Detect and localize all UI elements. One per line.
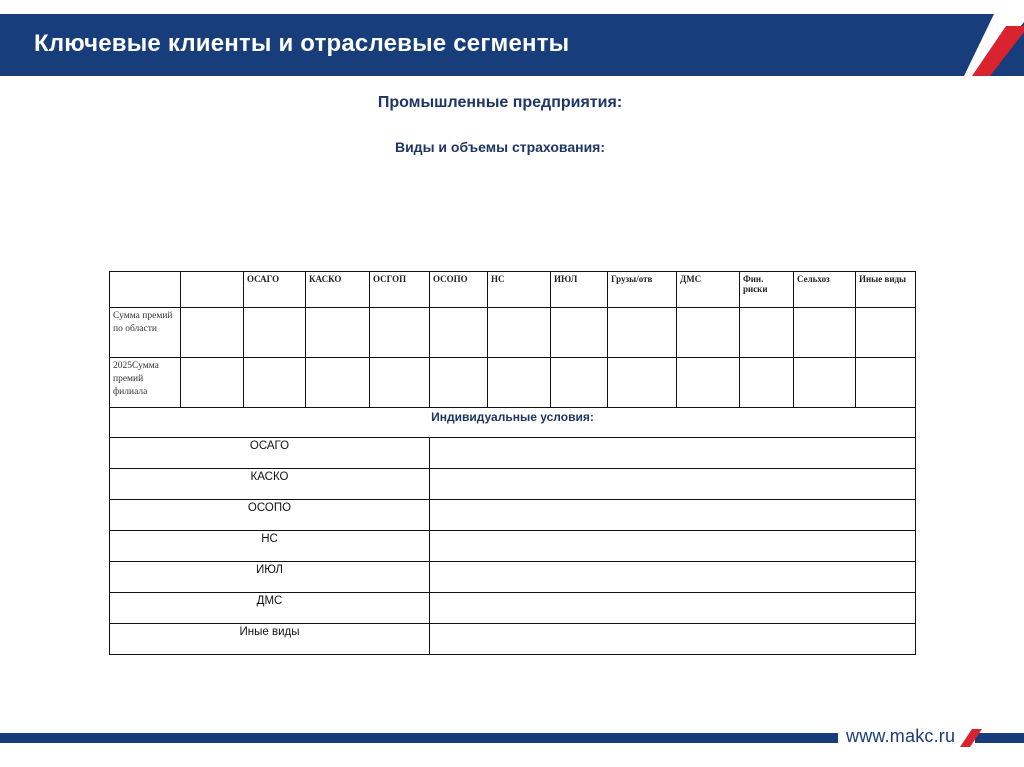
condition-row (110, 593, 916, 624)
table-cell[interactable] (181, 358, 244, 408)
footer-line-right (975, 733, 1024, 743)
column-header: Сельхоз (794, 272, 856, 308)
table-cell[interactable] (488, 308, 551, 358)
condition-row (110, 500, 916, 531)
individual-conditions-title: Индивидуальные условия: (110, 408, 916, 438)
table-cell[interactable] (551, 308, 608, 358)
column-header: Фин. риски (740, 272, 794, 308)
column-header: КАСКО (306, 272, 370, 308)
table-cell[interactable] (608, 358, 677, 408)
table-cell[interactable] (740, 358, 794, 408)
condition-label: ДМС (110, 593, 430, 624)
table-cell[interactable] (794, 358, 856, 408)
table-cell[interactable] (244, 358, 306, 408)
column-header: Грузы/отв (608, 272, 677, 308)
table-cell[interactable] (181, 308, 244, 358)
row-label: 2025Сумма премий филиала (110, 358, 181, 408)
condition-row (110, 438, 916, 469)
condition-label: ОСАГО (110, 438, 430, 469)
table-cell[interactable] (856, 308, 916, 358)
header-empty-cell (110, 272, 181, 308)
condition-value-cell[interactable] (430, 593, 916, 624)
table-row (110, 358, 916, 408)
condition-label: ОСОПО (110, 500, 430, 531)
condition-value-cell[interactable] (430, 469, 916, 500)
brand-stripes-logo (934, 14, 1024, 76)
table-cell[interactable] (244, 308, 306, 358)
table-cell[interactable] (677, 358, 740, 408)
condition-label: КАСКО (110, 469, 430, 500)
table-cell[interactable] (794, 308, 856, 358)
table-cell[interactable] (370, 308, 430, 358)
condition-label: ИЮЛ (110, 562, 430, 593)
individual-conditions-row (110, 408, 916, 438)
footer-url-link[interactable]: www.makc.ru (846, 726, 956, 746)
column-header: ОСГОП (370, 272, 430, 308)
page-title: Ключевые клиенты и отраслевые сегменты (34, 30, 570, 57)
table-cell[interactable] (430, 358, 488, 408)
table-row (110, 308, 916, 358)
table-cell[interactable] (856, 358, 916, 408)
condition-row (110, 562, 916, 593)
column-header: ОСАГО (244, 272, 306, 308)
table-cell[interactable] (608, 308, 677, 358)
table-cell[interactable] (740, 308, 794, 358)
condition-row (110, 531, 916, 562)
condition-row (110, 469, 916, 500)
column-header: ОСОПО (430, 272, 488, 308)
footer-stripes-logo (960, 729, 982, 747)
table-cell[interactable] (551, 358, 608, 408)
footer-line (0, 733, 838, 743)
condition-value-cell[interactable] (430, 500, 916, 531)
condition-value-cell[interactable] (430, 438, 916, 469)
section-subtitle: Промышленные предприятия: (377, 94, 623, 111)
condition-label: НС (110, 531, 430, 562)
column-header: ИЮЛ (551, 272, 608, 308)
header-empty-cell (181, 272, 244, 308)
condition-value-cell[interactable] (430, 562, 916, 593)
condition-value-cell[interactable] (430, 531, 916, 562)
table-cell[interactable] (306, 358, 370, 408)
column-header: НС (488, 272, 551, 308)
table-cell[interactable] (430, 308, 488, 358)
row-label: Сумма премий по области (110, 308, 181, 358)
condition-row (110, 624, 916, 655)
table-cell[interactable] (488, 358, 551, 408)
insurance-table (109, 271, 916, 655)
column-header: ДМС (677, 272, 740, 308)
table-cell[interactable] (677, 308, 740, 358)
section-title: Виды и объемы страхования: (394, 139, 606, 155)
condition-value-cell[interactable] (430, 624, 916, 655)
column-header: Иные виды (856, 272, 916, 308)
table-cell[interactable] (370, 358, 430, 408)
condition-label: Иные виды (110, 624, 430, 655)
table-header-row (110, 272, 916, 308)
table-cell[interactable] (306, 308, 370, 358)
